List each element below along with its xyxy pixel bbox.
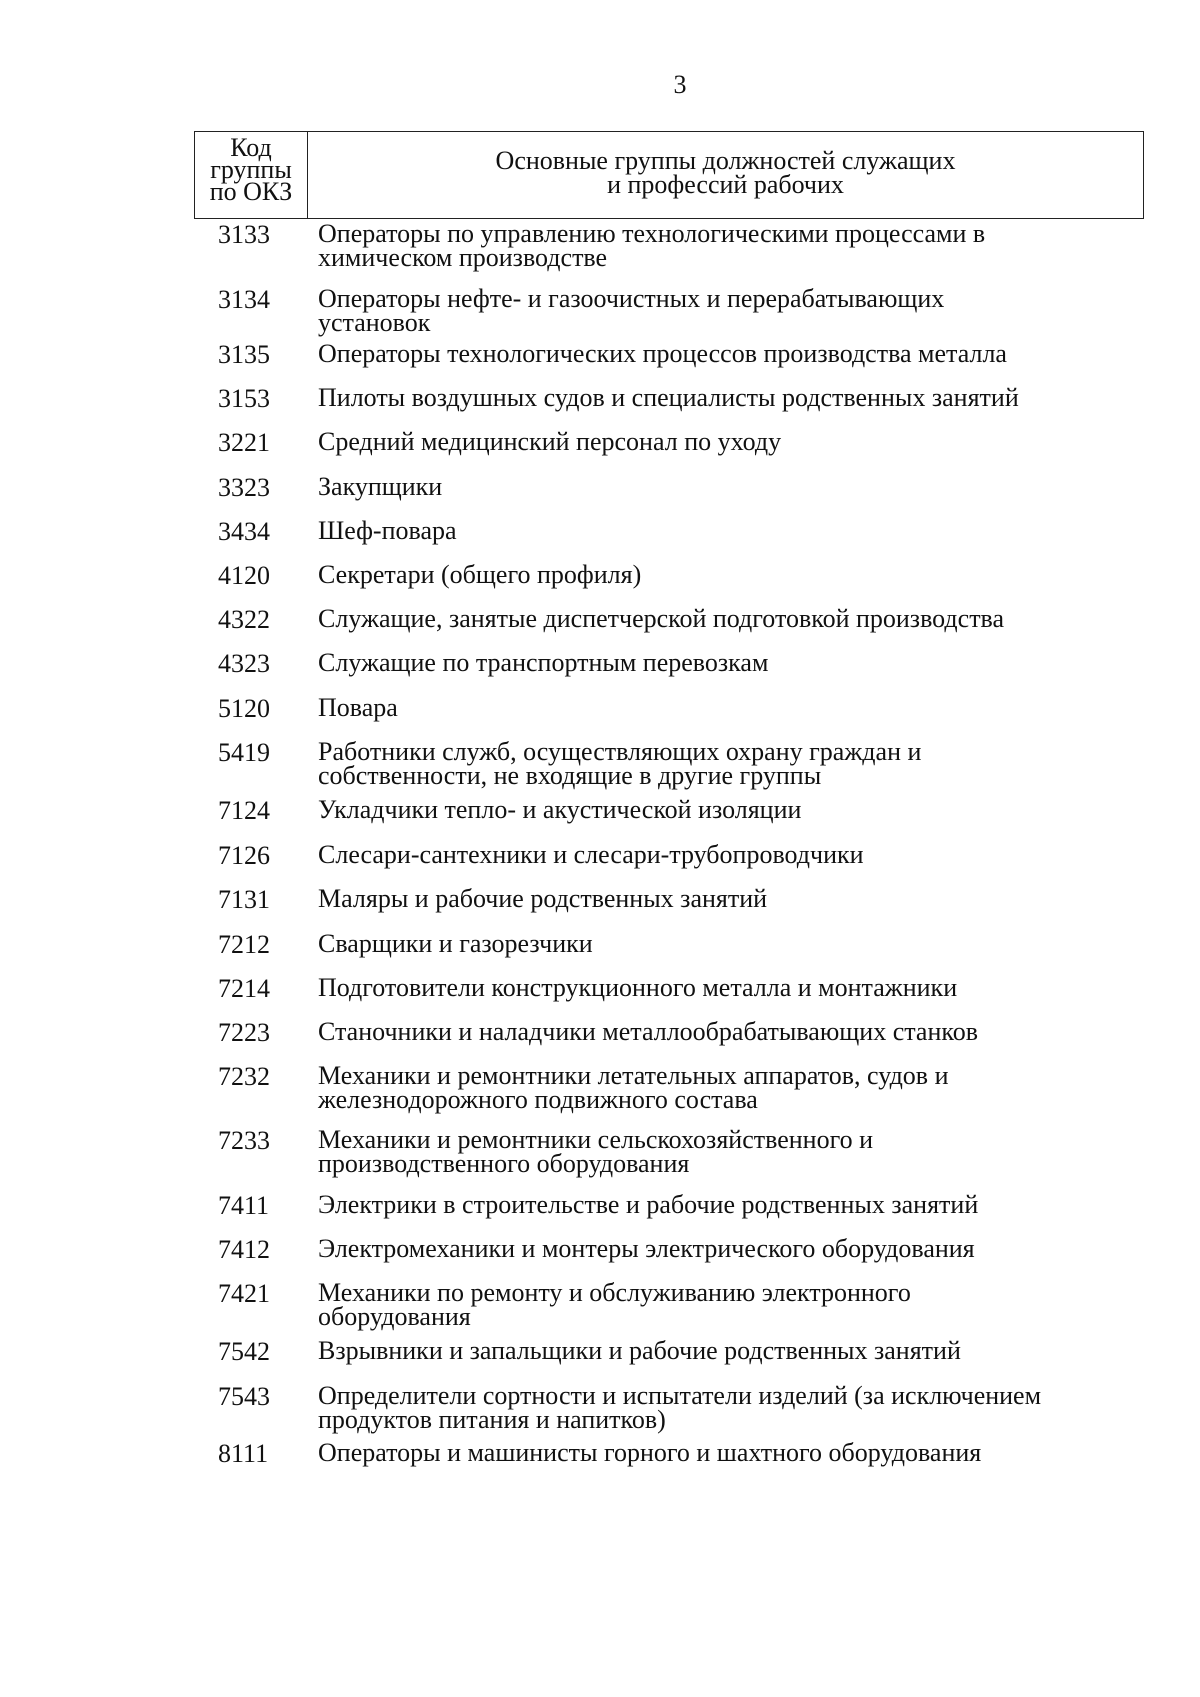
group-name-line: Работники служб, осуществляющих охрану граждан и	[318, 737, 922, 766]
header-code-line: группы	[210, 155, 292, 184]
group-name-line: Определители сортности и испытатели изделий (за исключением	[318, 1381, 1042, 1410]
group-name	[318, 284, 1138, 337]
group-name	[318, 219, 1138, 272]
group-name	[318, 472, 1138, 501]
group-name	[318, 795, 1138, 824]
okz-code: 7232	[218, 1062, 270, 1091]
group-name-line: Взрывники и запальщики и рабочие родственных занятий	[318, 1336, 961, 1365]
group-name-line: оборудования	[318, 1302, 471, 1331]
group-name	[318, 427, 1138, 456]
group-name-line: Служащие по транспортным перевозкам	[318, 648, 769, 677]
group-name	[318, 560, 1138, 589]
group-name-line: Повара	[318, 693, 398, 722]
okz-code: 3434	[218, 517, 270, 546]
group-name-line: Механики и ремонтники сельскохозяйственного и	[318, 1125, 874, 1154]
group-name	[318, 1061, 1138, 1114]
okz-code: 3323	[218, 473, 270, 502]
okz-code: 3134	[218, 285, 270, 314]
okz-code: 7412	[218, 1235, 270, 1264]
group-name-line: Слесари-сантехники и слесари-трубопроводчики	[318, 840, 864, 869]
okz-code: 7542	[218, 1337, 270, 1366]
group-name	[318, 1438, 1138, 1467]
group-name-line: Электрики в строительстве и рабочие родственных занятий	[318, 1190, 979, 1219]
group-name-line: железнодорожного подвижного состава	[318, 1085, 758, 1114]
okz-code: 4323	[218, 649, 270, 678]
okz-code: 5120	[218, 694, 270, 723]
group-name-line: химическом производстве	[318, 243, 608, 272]
group-name	[318, 339, 1138, 368]
group-name	[318, 1336, 1138, 1365]
group-name	[318, 973, 1138, 1002]
group-name-line: Средний медицинский персонал по уходу	[318, 427, 782, 456]
okz-code: 7223	[218, 1018, 270, 1047]
okz-code: 3135	[218, 340, 270, 369]
group-name	[318, 1017, 1138, 1046]
okz-code: 7233	[218, 1126, 270, 1155]
header-code-line: Код	[230, 133, 272, 162]
okz-code: 7124	[218, 796, 270, 825]
group-name	[318, 693, 1138, 722]
okz-code: 7126	[218, 841, 270, 870]
group-name-line: Укладчики тепло- и акустической изоляции	[318, 795, 802, 824]
group-name	[318, 516, 1138, 545]
group-name-line: Операторы нефте- и газоочистных и перерабатывающих	[318, 284, 945, 313]
okz-code: 3153	[218, 384, 270, 413]
group-name	[318, 737, 1138, 790]
group-name-line: Электромеханики и монтеры электрического оборудования	[318, 1234, 975, 1263]
header-code-line: по ОКЗ	[209, 177, 293, 206]
group-name-line: Секретари (общего профиля)	[318, 560, 642, 589]
okz-code: 7212	[218, 930, 270, 959]
group-name-line: Станочники и наладчики металлообрабатывающих станков	[318, 1017, 978, 1046]
header-title-line: Основные группы должностей служащих	[495, 146, 956, 175]
group-name-line: Операторы технологических процессов производства металла	[318, 339, 1007, 368]
group-name	[318, 1234, 1138, 1263]
group-name	[318, 1278, 1138, 1331]
group-name-line: Подготовители конструкционного металла и монтажники	[318, 973, 958, 1002]
okz-code: 7214	[218, 974, 270, 1003]
page-number: 3	[673, 70, 687, 99]
group-name-line: Маляры и рабочие родственных занятий	[318, 884, 768, 913]
group-name-line: Операторы и машинисты горного и шахтного оборудования	[318, 1438, 982, 1467]
group-name	[318, 1125, 1138, 1178]
okz-code: 7131	[218, 885, 270, 914]
group-name	[318, 884, 1138, 913]
group-name-line: Механики по ремонту и обслуживанию электронного	[318, 1278, 911, 1307]
okz-code: 7543	[218, 1382, 270, 1411]
okz-code: 7411	[218, 1191, 270, 1220]
okz-code: 5419	[218, 738, 270, 767]
okz-code: 4322	[218, 605, 270, 634]
group-name-line: собственности, не входящие в другие группы	[318, 761, 822, 790]
group-name-line: производственного оборудования	[318, 1149, 690, 1178]
group-name-line: продуктов питания и напитков)	[318, 1405, 666, 1434]
group-name-line: Пилоты воздушных судов и специалисты родственных занятий	[318, 383, 1019, 412]
okz-code: 4120	[218, 561, 270, 590]
okz-code: 3133	[218, 220, 270, 249]
header-title-line: и профессий рабочих	[607, 170, 844, 199]
group-name	[318, 648, 1138, 677]
group-name	[318, 1381, 1138, 1434]
group-name-line: Шеф-повара	[318, 516, 457, 545]
group-name-line: Закупщики	[318, 472, 443, 501]
group-name	[318, 1190, 1138, 1219]
okz-code: 7421	[218, 1279, 270, 1308]
group-name-line: установок	[318, 308, 431, 337]
group-name-line: Служащие, занятые диспетчерской подготовкой производства	[318, 604, 1005, 633]
group-name-line: Сварщики и газорезчики	[318, 929, 593, 958]
group-name	[318, 383, 1138, 412]
group-name	[318, 604, 1138, 633]
okz-code: 8111	[218, 1439, 269, 1468]
group-name-line: Операторы по управлению технологическими процессами в	[318, 219, 986, 248]
okz-code: 3221	[218, 428, 270, 457]
group-name	[318, 840, 1138, 869]
group-name	[318, 929, 1138, 958]
group-name-line: Механики и ремонтники летательных аппаратов, судов и	[318, 1061, 949, 1090]
